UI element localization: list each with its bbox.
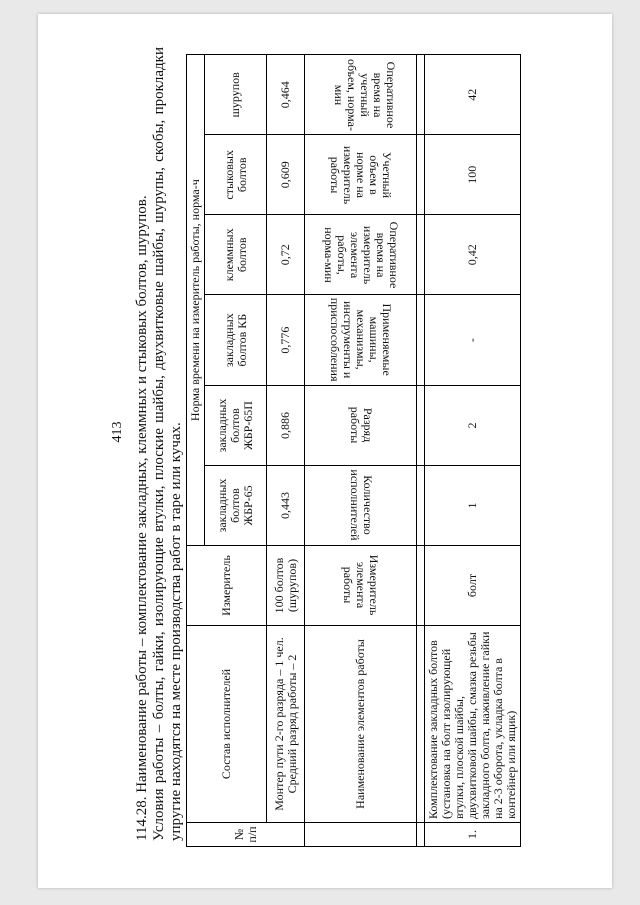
- row-op-time-volume: 42: [425, 55, 521, 135]
- norm-col-kb: закладных болтов КБ: [205, 295, 267, 386]
- detail-header-volume: Учетный объем в норме на измеритель работы: [305, 135, 417, 215]
- norm-value-kb: 0,776: [267, 295, 305, 386]
- spacer-cell: [417, 466, 425, 546]
- row-number: 1.: [425, 823, 521, 847]
- detail-header-op-time: Оперативное время на измеритель элемента работы, норма-мин: [305, 215, 417, 295]
- meter-value: 100 болтов (шурупов): [267, 546, 305, 626]
- detail-header-grade: Разряд работы: [305, 386, 417, 466]
- spacer-cell: [417, 215, 425, 295]
- row-workers: 1: [425, 466, 521, 546]
- spacer-cell: [417, 295, 425, 386]
- header-norm-group: Норма времени на измеритель работы, норма-ч: [187, 55, 205, 546]
- norm-col-screws: шурупов: [205, 55, 267, 135]
- detail-header-tools: Применяемые машины, механизмы, инструменты и приспособления: [305, 295, 417, 386]
- norm-col-zhbr65p: закладных болтов ЖБР-65П: [205, 386, 267, 466]
- document-page: [38, 14, 612, 888]
- row-element: Комплектование закладных болтов (установка на болт изолирующей втулки, плоской шайбы, двухвитковой шайбы, смазка резьбы закладного болта, наживление гайки на 2-3 оборота, укладка болта в контейнер или ящик): [425, 626, 521, 823]
- work-title: 114.28. Наименование работы – комплектование закладных, клеммных и стыковых болтов, шурупов.: [134, 195, 150, 841]
- norm-col-zhbr65: закладных болтов ЖБР-65: [205, 466, 267, 546]
- norm-value-clamp: 0,72: [267, 215, 305, 295]
- spacer-cell: [417, 823, 425, 847]
- spacer-cell: [417, 135, 425, 215]
- work-conditions: Условия работы – болты, гайки, изолирующие втулки, плоские шайбы, двухвитковые шайбы, шурупы, скобы, прокладки упругие находятся на месте производства работ в таре или кучах.: [151, 47, 184, 841]
- row-op-time: 0,42: [425, 215, 521, 295]
- norm-col-joint: стыковых болтов: [205, 135, 267, 215]
- rotated-content: [110, 37, 615, 847]
- norm-time-column: [186, 37, 529, 126]
- header-staff: Состав исполнителей: [187, 626, 267, 823]
- row-meter: болт: [425, 546, 521, 626]
- detail-header-op-time-volume: Оперативное время на учетный объем, норма-мин: [332, 58, 398, 131]
- table-row: [425, 55, 521, 847]
- norm-value-screws: 0,464: [267, 55, 305, 135]
- spacer-cell: [417, 386, 425, 466]
- spacer-cell: [417, 626, 425, 823]
- norm-value-joint: 0,609: [267, 135, 305, 215]
- norm-value-zhbr65: 0,443: [267, 466, 305, 546]
- norm-table: [186, 54, 521, 847]
- row-tools: -: [425, 295, 521, 386]
- header-meter: Измеритель: [187, 546, 267, 626]
- detail-header-workers: Количество исполнителей: [305, 466, 417, 546]
- page-number: 413: [110, 421, 125, 443]
- norm-value-zhbr65p: 0,886: [267, 386, 305, 466]
- detail-header-element-meter: Измеритель элемента работы: [305, 546, 417, 626]
- header-number: № п/п: [187, 823, 305, 847]
- spacer-cell: [417, 546, 425, 626]
- row-grade: 2: [425, 386, 521, 466]
- row-volume: 100: [425, 135, 521, 215]
- detail-header-blank: [305, 823, 417, 847]
- staff-value: Монтер пути 2-го разряда – 1 чел. Средний разряд работы – 2: [267, 626, 305, 823]
- detail-header-element: Наименование элементов работы: [305, 626, 417, 823]
- norm-col-clamp: клеммных болтов: [205, 215, 267, 295]
